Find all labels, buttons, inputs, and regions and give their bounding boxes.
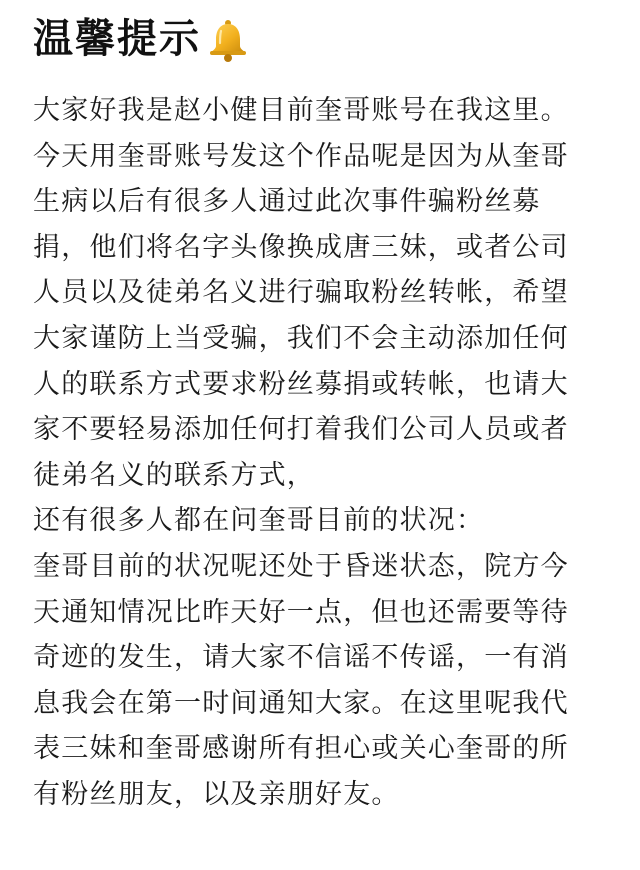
bell-icon xyxy=(205,17,251,63)
notice-body xyxy=(33,88,610,818)
text-line: 表三妹和奎哥感谢所有担心或关心奎哥的所 xyxy=(33,733,569,765)
title-row xyxy=(33,8,610,70)
text-line: 奇迹的发生，请大家不信谣不传谣，一有消 xyxy=(33,642,569,674)
text-line: 捐，他们将名字头像换成唐三妹，或者公司 xyxy=(33,231,569,263)
text-line: 息我会在第一时间通知大家。在这里呢我代 xyxy=(33,687,569,719)
text-line: 生病以后有很多人通过此次事件骗粉丝募 xyxy=(33,186,541,218)
text-line: 天通知情况比昨天好一点，但也还需要等待 xyxy=(33,596,569,628)
text-line: 有粉丝朋友，以及亲朋好友。 xyxy=(33,778,400,810)
text-line: 奎哥目前的状况呢还处于昏迷状态，院方今 xyxy=(33,550,569,582)
page-title: 温馨提示 xyxy=(33,16,201,62)
text-line: 人的联系方式要求粉丝募捐或转帐，也请大 xyxy=(33,368,569,400)
text-line: 大家好我是赵小健目前奎哥账号在我这里。 xyxy=(33,95,569,126)
text-line: 今天用奎哥账号发这个作品呢是因为从奎哥 xyxy=(33,140,569,172)
text-line: 大家谨防上当受骗，我们不会主动添加任何 xyxy=(33,322,569,354)
text-line: 人员以及徒弟名义进行骗取粉丝转帐，希望 xyxy=(33,277,569,309)
text-line: 徒弟名义的联系方式， xyxy=(33,459,315,491)
text-line: 家不要轻易添加任何打着我们公司人员或者 xyxy=(33,414,569,446)
text-line: 还有很多人都在问奎哥目前的状况： xyxy=(33,505,485,537)
